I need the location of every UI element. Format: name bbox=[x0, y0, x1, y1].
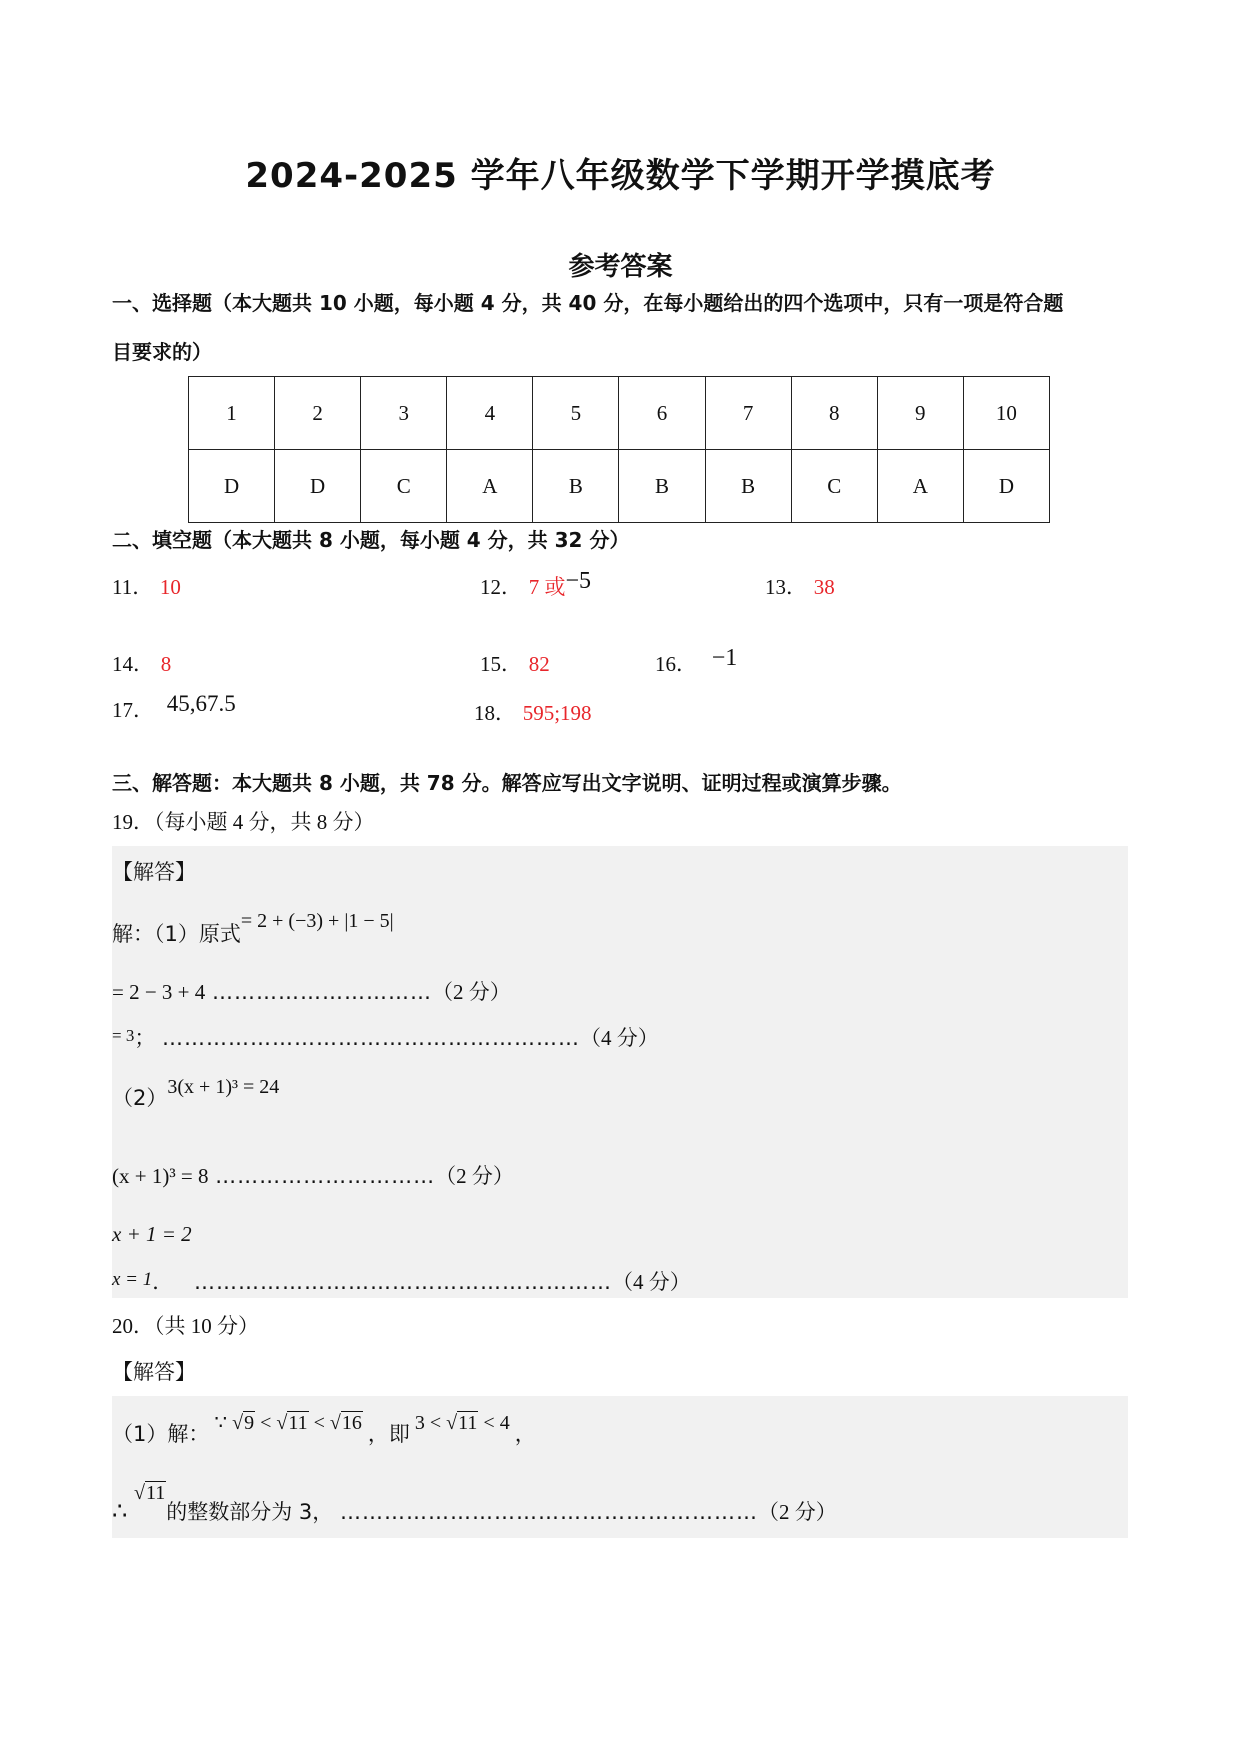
fill-item-15 bbox=[480, 648, 550, 678]
table-cell: D bbox=[189, 450, 275, 523]
q20-mid-text: ，即 bbox=[367, 1422, 410, 1446]
fill-item-14 bbox=[112, 648, 171, 678]
table-cell: 1 bbox=[189, 377, 275, 450]
fill-item-18 bbox=[474, 697, 592, 727]
table-cell: B bbox=[705, 450, 791, 523]
q19-p2-prefix: （2） bbox=[112, 1086, 168, 1110]
item-label: 13． bbox=[765, 575, 807, 599]
table-cell: 3 bbox=[361, 377, 447, 450]
q19-p2-step2: (x + 1)³ = 8 bbox=[112, 1164, 209, 1188]
item-answer: −1 bbox=[711, 645, 738, 671]
fill-item-17 bbox=[112, 691, 236, 724]
table-cell: B bbox=[533, 450, 619, 523]
q19-p2-step4: x = 1 bbox=[112, 1269, 153, 1290]
q19-p1-prefix: 解：（1）原式 bbox=[112, 922, 241, 946]
table-cell: 4 bbox=[447, 377, 533, 450]
q19-p2-step2-dots: ………………………… bbox=[215, 1164, 436, 1188]
q19-p1-line1 bbox=[112, 910, 394, 948]
item-answer: 82 bbox=[528, 652, 550, 676]
q20-inequality-1: ∵ √9 < √11 < √16 bbox=[214, 1412, 362, 1434]
q19-p1-step2-dots: ………………………… bbox=[211, 980, 432, 1004]
page-subtitle: 参考答案 bbox=[568, 252, 673, 282]
section-2-heading: 二、填空题（本大题共 8 小题，每小题 4 分，共 32 分） bbox=[112, 528, 630, 552]
table-cell: 9 bbox=[877, 377, 963, 450]
table-cell: 10 bbox=[963, 377, 1049, 450]
q19-p1-line2 bbox=[112, 976, 511, 1006]
table-row-numbers bbox=[189, 377, 1050, 450]
q19-p2-step2-score: （2 分） bbox=[435, 1164, 514, 1188]
table-cell: 2 bbox=[275, 377, 361, 450]
q20-comma: ， bbox=[514, 1422, 536, 1446]
section-3-heading: 三、解答题：本大题共 8 小题，共 78 分。解答应写出文字说明、证明过程或演算步骤。 bbox=[112, 771, 902, 795]
q19-p2-step4-dots: ………………………………………………… bbox=[193, 1270, 612, 1294]
item-answer: 10 bbox=[159, 575, 181, 599]
q19-p1-step3-dots: ………………………………………………… bbox=[162, 1026, 581, 1050]
q19-p1-step3: = 3 bbox=[112, 1026, 135, 1045]
q19-p1-expr: = 2 + (−3) + |1 − 5| bbox=[240, 910, 394, 932]
q19-p2-step4-score: （4 分） bbox=[611, 1270, 691, 1294]
therefore-symbol: ∴ bbox=[112, 1497, 128, 1525]
q20-inequality-2: 3 < √11 < 4 bbox=[414, 1412, 510, 1434]
q20-label: 20．（共 10 分） bbox=[112, 1314, 259, 1338]
item-answer: 8 bbox=[160, 652, 172, 676]
item-answer: 595;198 bbox=[522, 701, 592, 725]
q20-p1-line1 bbox=[112, 1412, 536, 1448]
item-label: 16． bbox=[655, 652, 697, 676]
q19-p2-expr: 3(x + 1)³ = 24 bbox=[167, 1076, 280, 1098]
table-row-answers bbox=[189, 450, 1050, 523]
fill-item-13 bbox=[765, 571, 835, 601]
q20-answer-tag: 【解答】 bbox=[112, 1360, 196, 1384]
table-cell: A bbox=[447, 450, 533, 523]
item-label: 11． bbox=[112, 575, 154, 599]
table-cell: 8 bbox=[791, 377, 877, 450]
fill-item-16 bbox=[655, 645, 738, 678]
sqrt-16: √16 bbox=[329, 1412, 362, 1434]
table-cell: C bbox=[791, 450, 877, 523]
q20-int-part-dots: ………………………………………………… bbox=[339, 1500, 758, 1524]
table-cell: D bbox=[963, 450, 1049, 523]
item-label: 17． bbox=[112, 698, 154, 722]
q19-p1-step2-score: （2 分） bbox=[431, 980, 511, 1004]
fill-item-12 bbox=[480, 568, 591, 601]
q19-p1-step3-sep: ； bbox=[134, 1026, 156, 1050]
q19-answer-tag: 【解答】 bbox=[112, 860, 196, 884]
q19-p2-step3: x + 1 = 2 bbox=[112, 1222, 192, 1246]
fill-item-11 bbox=[112, 571, 181, 601]
answer-table bbox=[188, 376, 1050, 523]
q19-p1-line3 bbox=[112, 1022, 659, 1052]
item-label: 12． bbox=[480, 575, 522, 599]
table-cell: C bbox=[361, 450, 447, 523]
q19-p1-step2: = 2 − 3 + 4 bbox=[112, 980, 206, 1004]
q19-label: 19．（每小题 4 分，共 8 分） bbox=[112, 810, 375, 834]
table-cell: A bbox=[877, 450, 963, 523]
section-1-heading-cont: 目要求的） bbox=[112, 340, 212, 364]
q20-p1-line2 bbox=[112, 1482, 837, 1526]
q19-p2-step4-sep: ． bbox=[152, 1270, 174, 1294]
q19-p2-line3 bbox=[112, 1222, 192, 1247]
item-answer: 38 bbox=[813, 575, 835, 599]
q19-p2-line2 bbox=[112, 1160, 514, 1190]
q20-int-part-text: 的整数部分为 3， bbox=[166, 1500, 334, 1524]
because-symbol: ∵ bbox=[214, 1412, 228, 1434]
item-answer-math: −5 bbox=[565, 568, 591, 594]
item-label: 18． bbox=[474, 701, 516, 725]
table-cell: D bbox=[275, 450, 361, 523]
table-cell: 5 bbox=[533, 377, 619, 450]
sqrt-11: √11 bbox=[446, 1412, 478, 1434]
table-cell: 6 bbox=[619, 377, 705, 450]
item-label: 15． bbox=[480, 652, 522, 676]
sqrt-11: √11 bbox=[276, 1412, 308, 1434]
table-cell: 7 bbox=[705, 377, 791, 450]
q19-p2-line1 bbox=[112, 1076, 280, 1112]
item-answer: 45,67.5 bbox=[166, 691, 236, 716]
item-answer: 7 或 bbox=[528, 575, 566, 599]
sqrt-11: √11 bbox=[133, 1482, 166, 1504]
q20-int-part-score: （2 分） bbox=[757, 1500, 837, 1524]
q19-p1-step3-score: （4 分） bbox=[580, 1026, 659, 1050]
q19-p2-line4 bbox=[112, 1266, 691, 1296]
item-label: 14． bbox=[112, 652, 154, 676]
section-1-heading: 一、选择题（本大题共 10 小题，每小题 4 分，共 40 分，在每小题给出的四个选项中，只有一项是符合题 bbox=[112, 291, 1064, 315]
q20-p1-prefix: （1）解： bbox=[112, 1422, 210, 1446]
sqrt-9: √9 bbox=[232, 1412, 255, 1434]
page-title: 2024-2025 学年八年级数学下学期开学摸底考 bbox=[245, 156, 996, 196]
table-cell: B bbox=[619, 450, 705, 523]
